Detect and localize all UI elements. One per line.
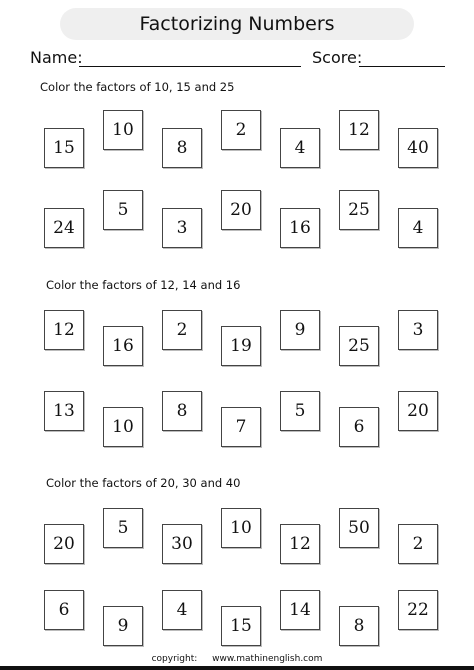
number-box[interactable]: 19 [221, 326, 261, 366]
number-box[interactable]: 4 [398, 208, 438, 248]
number-box[interactable]: 5 [280, 391, 320, 431]
bottom-strip [0, 666, 474, 670]
number-box[interactable]: 8 [162, 128, 202, 168]
number-box[interactable]: 50 [339, 508, 379, 548]
number-box[interactable]: 7 [221, 407, 261, 447]
number-box[interactable]: 9 [280, 310, 320, 350]
number-box[interactable]: 22 [398, 590, 438, 630]
name-label: Name: [30, 48, 83, 67]
site-url: www.mathinenglish.com [212, 654, 323, 664]
worksheet-title: Factorizing Numbers [139, 13, 335, 35]
worksheet-title-banner [60, 8, 414, 40]
number-box[interactable]: 25 [339, 190, 379, 230]
number-box[interactable]: 40 [398, 128, 438, 168]
number-box[interactable]: 9 [103, 606, 143, 646]
number-box[interactable]: 4 [162, 590, 202, 630]
number-box[interactable]: 8 [339, 606, 379, 646]
footer [0, 654, 474, 664]
instruction-2: Color the factors of 12, 14 and 16 [46, 278, 241, 292]
score-label: Score: [312, 48, 363, 67]
number-box[interactable]: 15 [221, 606, 261, 646]
number-box[interactable]: 25 [339, 326, 379, 366]
number-box[interactable]: 10 [221, 508, 261, 548]
number-box[interactable]: 10 [103, 407, 143, 447]
number-box[interactable]: 24 [44, 208, 84, 248]
number-box[interactable]: 20 [398, 391, 438, 431]
number-box[interactable]: 5 [103, 190, 143, 230]
number-box[interactable]: 6 [44, 590, 84, 630]
number-box[interactable]: 12 [339, 110, 379, 150]
number-box[interactable]: 5 [103, 508, 143, 548]
number-box[interactable]: 3 [398, 310, 438, 350]
copyright-label: copyright: [151, 654, 198, 664]
instruction-3: Color the factors of 20, 30 and 40 [46, 476, 241, 490]
number-box[interactable]: 2 [221, 110, 261, 150]
number-box[interactable]: 8 [162, 391, 202, 431]
score-blank-line [359, 66, 445, 67]
number-box[interactable]: 12 [280, 524, 320, 564]
number-box[interactable]: 20 [44, 524, 84, 564]
number-box[interactable]: 16 [103, 326, 143, 366]
number-box[interactable]: 14 [280, 590, 320, 630]
number-box[interactable]: 10 [103, 110, 143, 150]
number-box[interactable]: 20 [221, 190, 261, 230]
instruction-1: Color the factors of 10, 15 and 25 [40, 80, 235, 94]
number-box[interactable]: 30 [162, 524, 202, 564]
number-box[interactable]: 16 [280, 208, 320, 248]
number-box[interactable]: 3 [162, 208, 202, 248]
number-box[interactable]: 2 [398, 524, 438, 564]
number-box[interactable]: 13 [44, 391, 84, 431]
number-box[interactable]: 2 [162, 310, 202, 350]
number-box[interactable]: 15 [44, 128, 84, 168]
name-blank-line [79, 66, 301, 67]
number-box[interactable]: 4 [280, 128, 320, 168]
number-box[interactable]: 6 [339, 407, 379, 447]
number-box[interactable]: 12 [44, 310, 84, 350]
